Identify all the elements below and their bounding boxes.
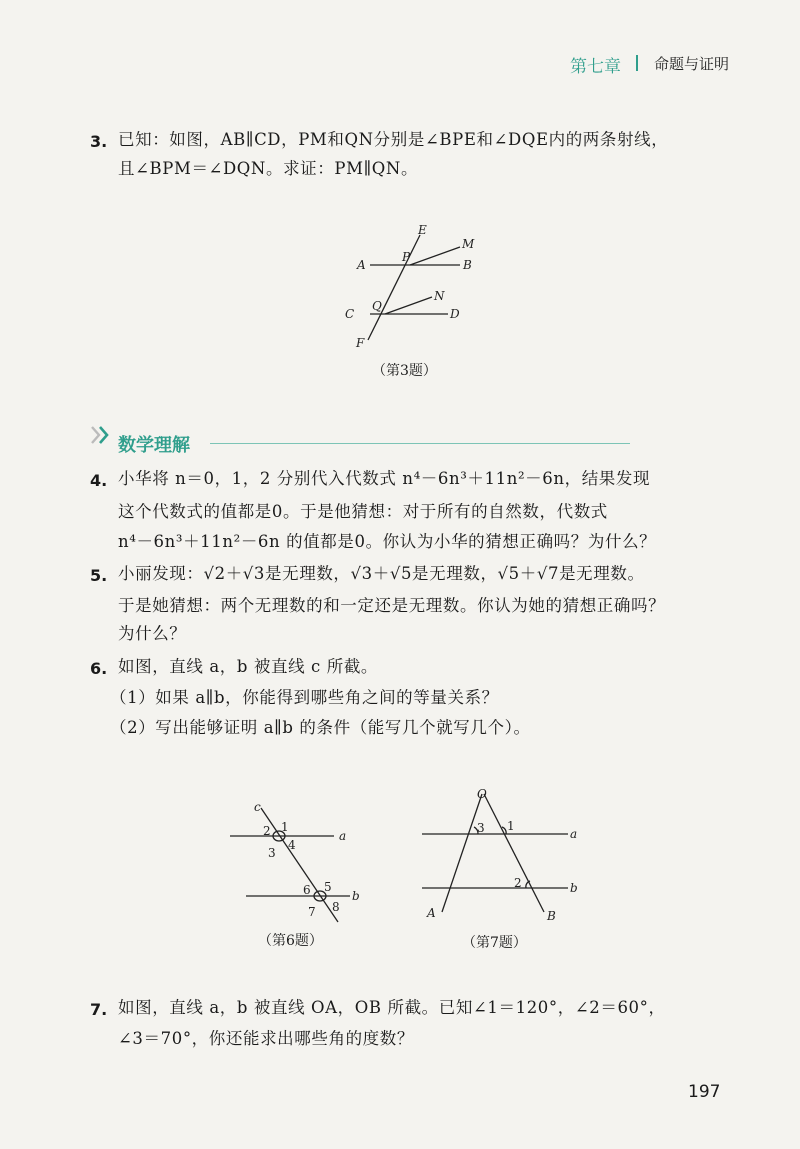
- q3-label-C: C: [345, 307, 355, 321]
- q6-label-c: c: [254, 800, 261, 814]
- q3-label-E: E: [418, 223, 427, 237]
- q3-line2: 且∠BPM＝∠DQN。求证：PM∥QN。: [118, 159, 419, 178]
- q7-label-O: O: [477, 787, 487, 801]
- q6-line1: 如图，直线 a，b 被直线 c 所截。: [118, 657, 379, 676]
- q7-angle-2: 2: [514, 876, 522, 890]
- figure-q7: [418, 780, 588, 925]
- q6-angle-7: 7: [308, 905, 316, 919]
- q6-angle-6: 6: [303, 883, 311, 897]
- q6-angle-5: 5: [324, 880, 332, 894]
- section-rule: [210, 443, 630, 444]
- q4-line1: 小华将 n＝0，1，2 分别代入代数式 n⁴－6n³＋11n²－6n，结果发现: [118, 469, 651, 488]
- q6-label-b: b: [352, 889, 360, 903]
- q6-caption: （第6题）: [258, 933, 323, 949]
- figure-q6: [228, 800, 368, 924]
- q3-number: 3.: [90, 132, 108, 151]
- figure-q3: [330, 220, 490, 352]
- q7-line2: ∠3＝70°，你还能求出哪些角的度数？: [118, 1029, 414, 1048]
- q5-line1: 小丽发现：√2＋√3是无理数，√3＋√5是无理数，√5＋√7是无理数。: [118, 564, 645, 583]
- q4-line3: n⁴－6n³＋11n²－6n 的值都是0。你认为小华的猜想正确吗？为什么？: [118, 532, 657, 551]
- q4-number: 4.: [90, 471, 108, 490]
- q5-line2: 于是她猜想：两个无理数的和一定还是无理数。你认为她的猜想正确吗？: [118, 596, 666, 615]
- q7-label-b: b: [570, 881, 578, 895]
- q7-label-A: A: [427, 906, 436, 920]
- chevron-right-icon: [88, 424, 114, 450]
- q6-angle-3: 3: [268, 846, 276, 860]
- q3-label-N: N: [434, 289, 445, 303]
- q7-label-a: a: [570, 827, 578, 841]
- page-number: 197: [688, 1082, 721, 1102]
- q6-angle-2: 2: [263, 824, 271, 838]
- section-label: 命题与证明: [654, 55, 730, 73]
- q5-number: 5.: [90, 566, 108, 585]
- q3-caption: （第3题）: [372, 363, 437, 379]
- q6-number: 6.: [90, 659, 108, 678]
- q5-line3: 为什么？: [118, 624, 187, 643]
- q3-label-D: D: [450, 307, 460, 321]
- q3-label-F: F: [356, 336, 365, 350]
- q7-label-B: B: [547, 909, 556, 923]
- q3-label-A: A: [357, 258, 366, 272]
- chapter-label: 第七章: [570, 57, 621, 77]
- q6-angle-1: 1: [281, 820, 289, 834]
- q4-line2: 这个代数式的值都是0。于是他猜想：对于所有的自然数，代数式: [118, 502, 608, 521]
- q3-label-M: M: [462, 237, 475, 251]
- section-title: 数学理解: [118, 435, 190, 456]
- q6-angle-8: 8: [332, 900, 340, 914]
- q3-line1: 已知：如图，AB∥CD，PM和QN分别是∠BPE和∠DQE内的两条射线，: [118, 130, 669, 149]
- q3-label-P: P: [402, 250, 411, 264]
- q3-label-B: B: [463, 258, 472, 272]
- q6-sub1: （1）如果 a∥b，你能得到哪些角之间的等量关系？: [110, 688, 499, 707]
- header-divider: [636, 55, 638, 71]
- q7-angle-1: 1: [507, 819, 515, 833]
- q7-angle-3: 3: [477, 821, 485, 835]
- q7-number: 7.: [90, 1000, 108, 1019]
- q7-line1: 如图，直线 a，b 被直线 OA，OB 所截。已知∠1＝120°，∠2＝60°，: [118, 998, 666, 1017]
- q6-angle-4: 4: [288, 838, 296, 852]
- q3-label-Q: Q: [372, 299, 382, 313]
- q7-caption: （第7题）: [462, 935, 527, 951]
- q6-label-a: a: [339, 829, 347, 843]
- q6-sub2: （2）写出能够证明 a∥b 的条件（能写几个就写几个）。: [110, 718, 531, 737]
